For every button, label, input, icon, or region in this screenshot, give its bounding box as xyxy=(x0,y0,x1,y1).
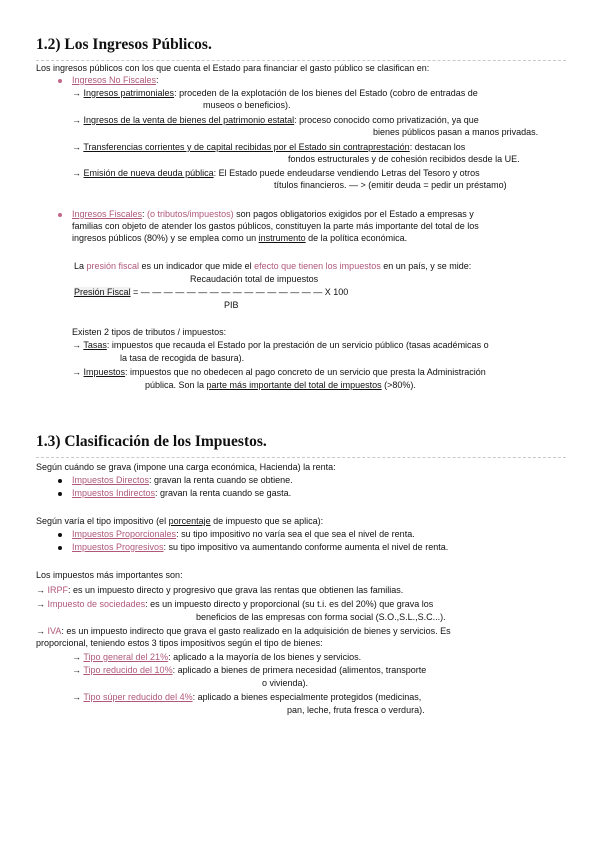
no-fiscales-label: Ingresos No Fiscales xyxy=(72,75,157,85)
item-term: Transferencias corrientes y de capital recibidas por el Estado sin contraprestación xyxy=(83,142,410,152)
item-desc-cont: bienes públicos pasan a manos privadas. xyxy=(373,127,539,137)
indirectos-term: Impuestos Indirectos xyxy=(72,488,156,498)
directos-term: Impuestos Directos xyxy=(72,475,150,485)
irpf-desc: : es un impuesto directo y progresivo que grava las rentas que obtienen las familias. xyxy=(68,585,404,595)
impuestos-desc-pre: pública. Son la xyxy=(145,380,207,390)
presion-pre: La xyxy=(74,261,87,271)
list-item xyxy=(72,529,415,540)
iva-tipo-desc-cont: pan, leche, fruta fresca o verdura). xyxy=(287,705,425,715)
formula-label: Presión Fiscal xyxy=(74,287,131,297)
porcentaje-term: porcentaje xyxy=(168,516,211,526)
iva-tipo-term: Tipo reducido del 10% xyxy=(83,665,173,675)
arrow-icon: → xyxy=(72,652,81,662)
bullet-icon xyxy=(58,213,62,217)
item-desc: : El Estado puede endeudarse vendiendo Letras del Tesoro y otros xyxy=(213,168,480,178)
fiscales-label: Ingresos Fiscales xyxy=(72,209,143,219)
iva-tipo-desc: : aplicado a bienes de primera necesidad (alimentos, transporte xyxy=(172,665,427,675)
iva-tipo-desc: : aplicado a bienes especialmente protegidos (medicinas, xyxy=(192,692,422,702)
intro-text: Los ingresos públicos con los que cuenta el Estado para financiar el gasto público se clasifican en: xyxy=(36,63,430,73)
tipo-intro-pre: Según varía el tipo impositivo (el xyxy=(36,516,169,526)
tipos-intro: Existen 2 tipos de tributos / impuestos: xyxy=(72,327,227,337)
bullet-icon xyxy=(58,492,62,496)
iva-tipo-item xyxy=(72,692,421,703)
fiscales-text-3b: de la política económica. xyxy=(305,233,408,243)
impuestos-desc: : impuestos que no obedecen al pago concreto de un servicio que presta la Administración xyxy=(125,367,486,377)
impuestos-desc-post: (>80%). xyxy=(381,380,416,390)
sociedades-term: Impuesto de sociedades xyxy=(47,599,146,609)
presion-post: en un país, y se mide: xyxy=(380,261,472,271)
impuestos-item xyxy=(72,367,486,378)
item-desc-cont: títulos financieros. — > (emitir deuda = pedir un préstamo) xyxy=(274,180,507,190)
fiscales-text-2: familias con objeto de atender los gastos públicos, constituyen la parte más importante del total de los xyxy=(72,221,479,231)
indirectos-desc: : gravan la renta cuando se gasta. xyxy=(155,488,292,498)
presion-mid: es un indicador que mide el xyxy=(139,261,255,271)
fiscales-paren: (o tributos/impuestos) xyxy=(147,209,234,219)
iva-tipo-desc: : aplicado a la mayoría de los bienes y servicios. xyxy=(168,652,362,662)
list-item xyxy=(72,115,479,126)
iva-tipo-term: Tipo general del 21% xyxy=(83,652,169,662)
bullet-icon xyxy=(58,79,62,83)
iva-tipo-item xyxy=(72,652,361,663)
arrow-icon: → xyxy=(36,585,45,595)
arrow-icon: → xyxy=(72,115,81,125)
section-title-clasificacion: 1.3) Clasificación de los Impuestos. xyxy=(36,433,267,450)
progresivos-desc: : su tipo impositivo va aumentando conforme aumenta el nivel de renta. xyxy=(163,542,449,552)
irpf-item xyxy=(36,585,403,596)
presion-definition xyxy=(74,261,471,272)
arrow-icon: → xyxy=(72,168,81,178)
tipo-intro-post: de impuesto que se aplica): xyxy=(210,516,324,526)
proporcionales-desc: : su tipo impositivo no varía sea el que sea el nivel de renta. xyxy=(176,529,415,539)
arrow-icon: → xyxy=(72,142,81,152)
arrow-icon: → xyxy=(36,626,45,636)
fiscales-text: son pagos obligatorios exigidos por el Estado a empresas y xyxy=(233,209,474,219)
arrow-icon: → xyxy=(36,599,45,609)
fiscales-text-3 xyxy=(72,233,407,244)
iva-desc: : es un impuesto indirecto que grava el gasto realizado en la adquisición de bienes y servicios. Es xyxy=(61,626,451,636)
instrumento-term: instrumento xyxy=(258,233,306,243)
sociedades-item xyxy=(36,599,433,610)
list-item xyxy=(72,475,293,486)
iva-tipo-term: Tipo súper reducido del 4% xyxy=(83,692,193,702)
list-item xyxy=(72,142,465,153)
iva-tipo-desc-cont: o vivienda). xyxy=(262,678,309,688)
item-desc: : proceso conocido como privatización, ya que xyxy=(294,115,479,125)
item-desc: : destacan los xyxy=(409,142,466,152)
directos-desc: : gravan la renta cuando se obtiene. xyxy=(149,475,293,485)
arrow-icon: → xyxy=(72,88,81,98)
list-item xyxy=(72,168,480,179)
section-title-ingresos: 1.2) Los Ingresos Públicos. xyxy=(36,36,212,53)
arrow-icon: → xyxy=(72,340,81,350)
iva-desc-cont: proporcional, teniendo estos 3 tipos impositivos según el tipo de bienes: xyxy=(36,638,323,648)
list-item xyxy=(72,542,448,553)
tipo-intro xyxy=(36,516,323,527)
proporcionales-term: Impuestos Proporcionales xyxy=(72,529,177,539)
cuando-intro: Según cuándo se grava (impone una carga económica, Hacienda) la renta: xyxy=(36,462,336,472)
item-desc-cont: museos o beneficios). xyxy=(203,100,291,110)
title-divider xyxy=(36,457,566,458)
item-term: Ingresos patrimoniales xyxy=(83,88,175,98)
list-item xyxy=(72,488,291,499)
item-term: Emisión de nueva deuda pública xyxy=(83,168,214,178)
formula-denominator: PIB xyxy=(224,300,239,310)
fiscales-text-3a: ingresos públicos (80%) y se emplea como un xyxy=(72,233,259,243)
title-divider xyxy=(36,60,566,61)
sociedades-desc-cont: beneficios de las empresas con forma social (S.O.,S.L.,S.C...). xyxy=(196,612,446,622)
bullet-icon xyxy=(58,479,62,483)
iva-tipo-item xyxy=(72,665,426,676)
sociedades-desc: : es un impuesto directo y proporcional (su t.i. es del 20%) que grava los xyxy=(145,599,434,609)
iva-term: IVA xyxy=(47,626,62,636)
bullet-icon xyxy=(58,546,62,550)
formula-numerator: Recaudación total de impuestos xyxy=(190,274,319,284)
presion-term2: efecto que tienen los impuestos xyxy=(254,261,381,271)
arrow-icon: → xyxy=(72,665,81,675)
arrow-icon: → xyxy=(72,692,81,702)
tasas-desc: : impuestos que recauda el Estado por la prestación de un servicio público (tasas académicas o xyxy=(106,340,489,350)
impuestos-term: Impuestos xyxy=(83,367,126,377)
arrow-icon: → xyxy=(72,367,81,377)
bullet-icon xyxy=(58,533,62,537)
progresivos-term: Impuestos Progresivos xyxy=(72,542,164,552)
irpf-term: IRPF xyxy=(47,585,69,595)
presion-term: presión fiscal xyxy=(86,261,140,271)
item-term: Ingresos de la venta de bienes del patrimonio estatal xyxy=(83,115,295,125)
formula-equals: = — — — — — — — — — — — — — — — — X 100 xyxy=(130,287,349,297)
no-fiscales-heading: Ingresos No Fiscales: xyxy=(72,75,159,85)
importantes-intro: Los impuestos más importantes son: xyxy=(36,570,183,580)
impuestos-desc-cont xyxy=(145,380,416,391)
tasas-item xyxy=(72,340,489,351)
item-desc: : proceden de la explotación de los bienes del Estado (cobro de entradas de xyxy=(174,88,478,98)
tasas-desc-cont: la tasa de recogida de basura). xyxy=(120,353,245,363)
item-desc-cont: fondos estructurales y de cohesión recibidos desde la UE. xyxy=(288,154,520,164)
impuestos-desc-ul: parte más importante del total de impuestos xyxy=(206,380,382,390)
iva-item xyxy=(36,626,451,637)
fiscales-line: Ingresos Fiscales: (o tributos/impuestos) son pagos obligatorios exigidos por el Estado a empresas y xyxy=(72,209,474,219)
tasas-term: Tasas xyxy=(83,340,107,350)
list-item xyxy=(72,88,478,99)
formula-line xyxy=(74,287,348,298)
